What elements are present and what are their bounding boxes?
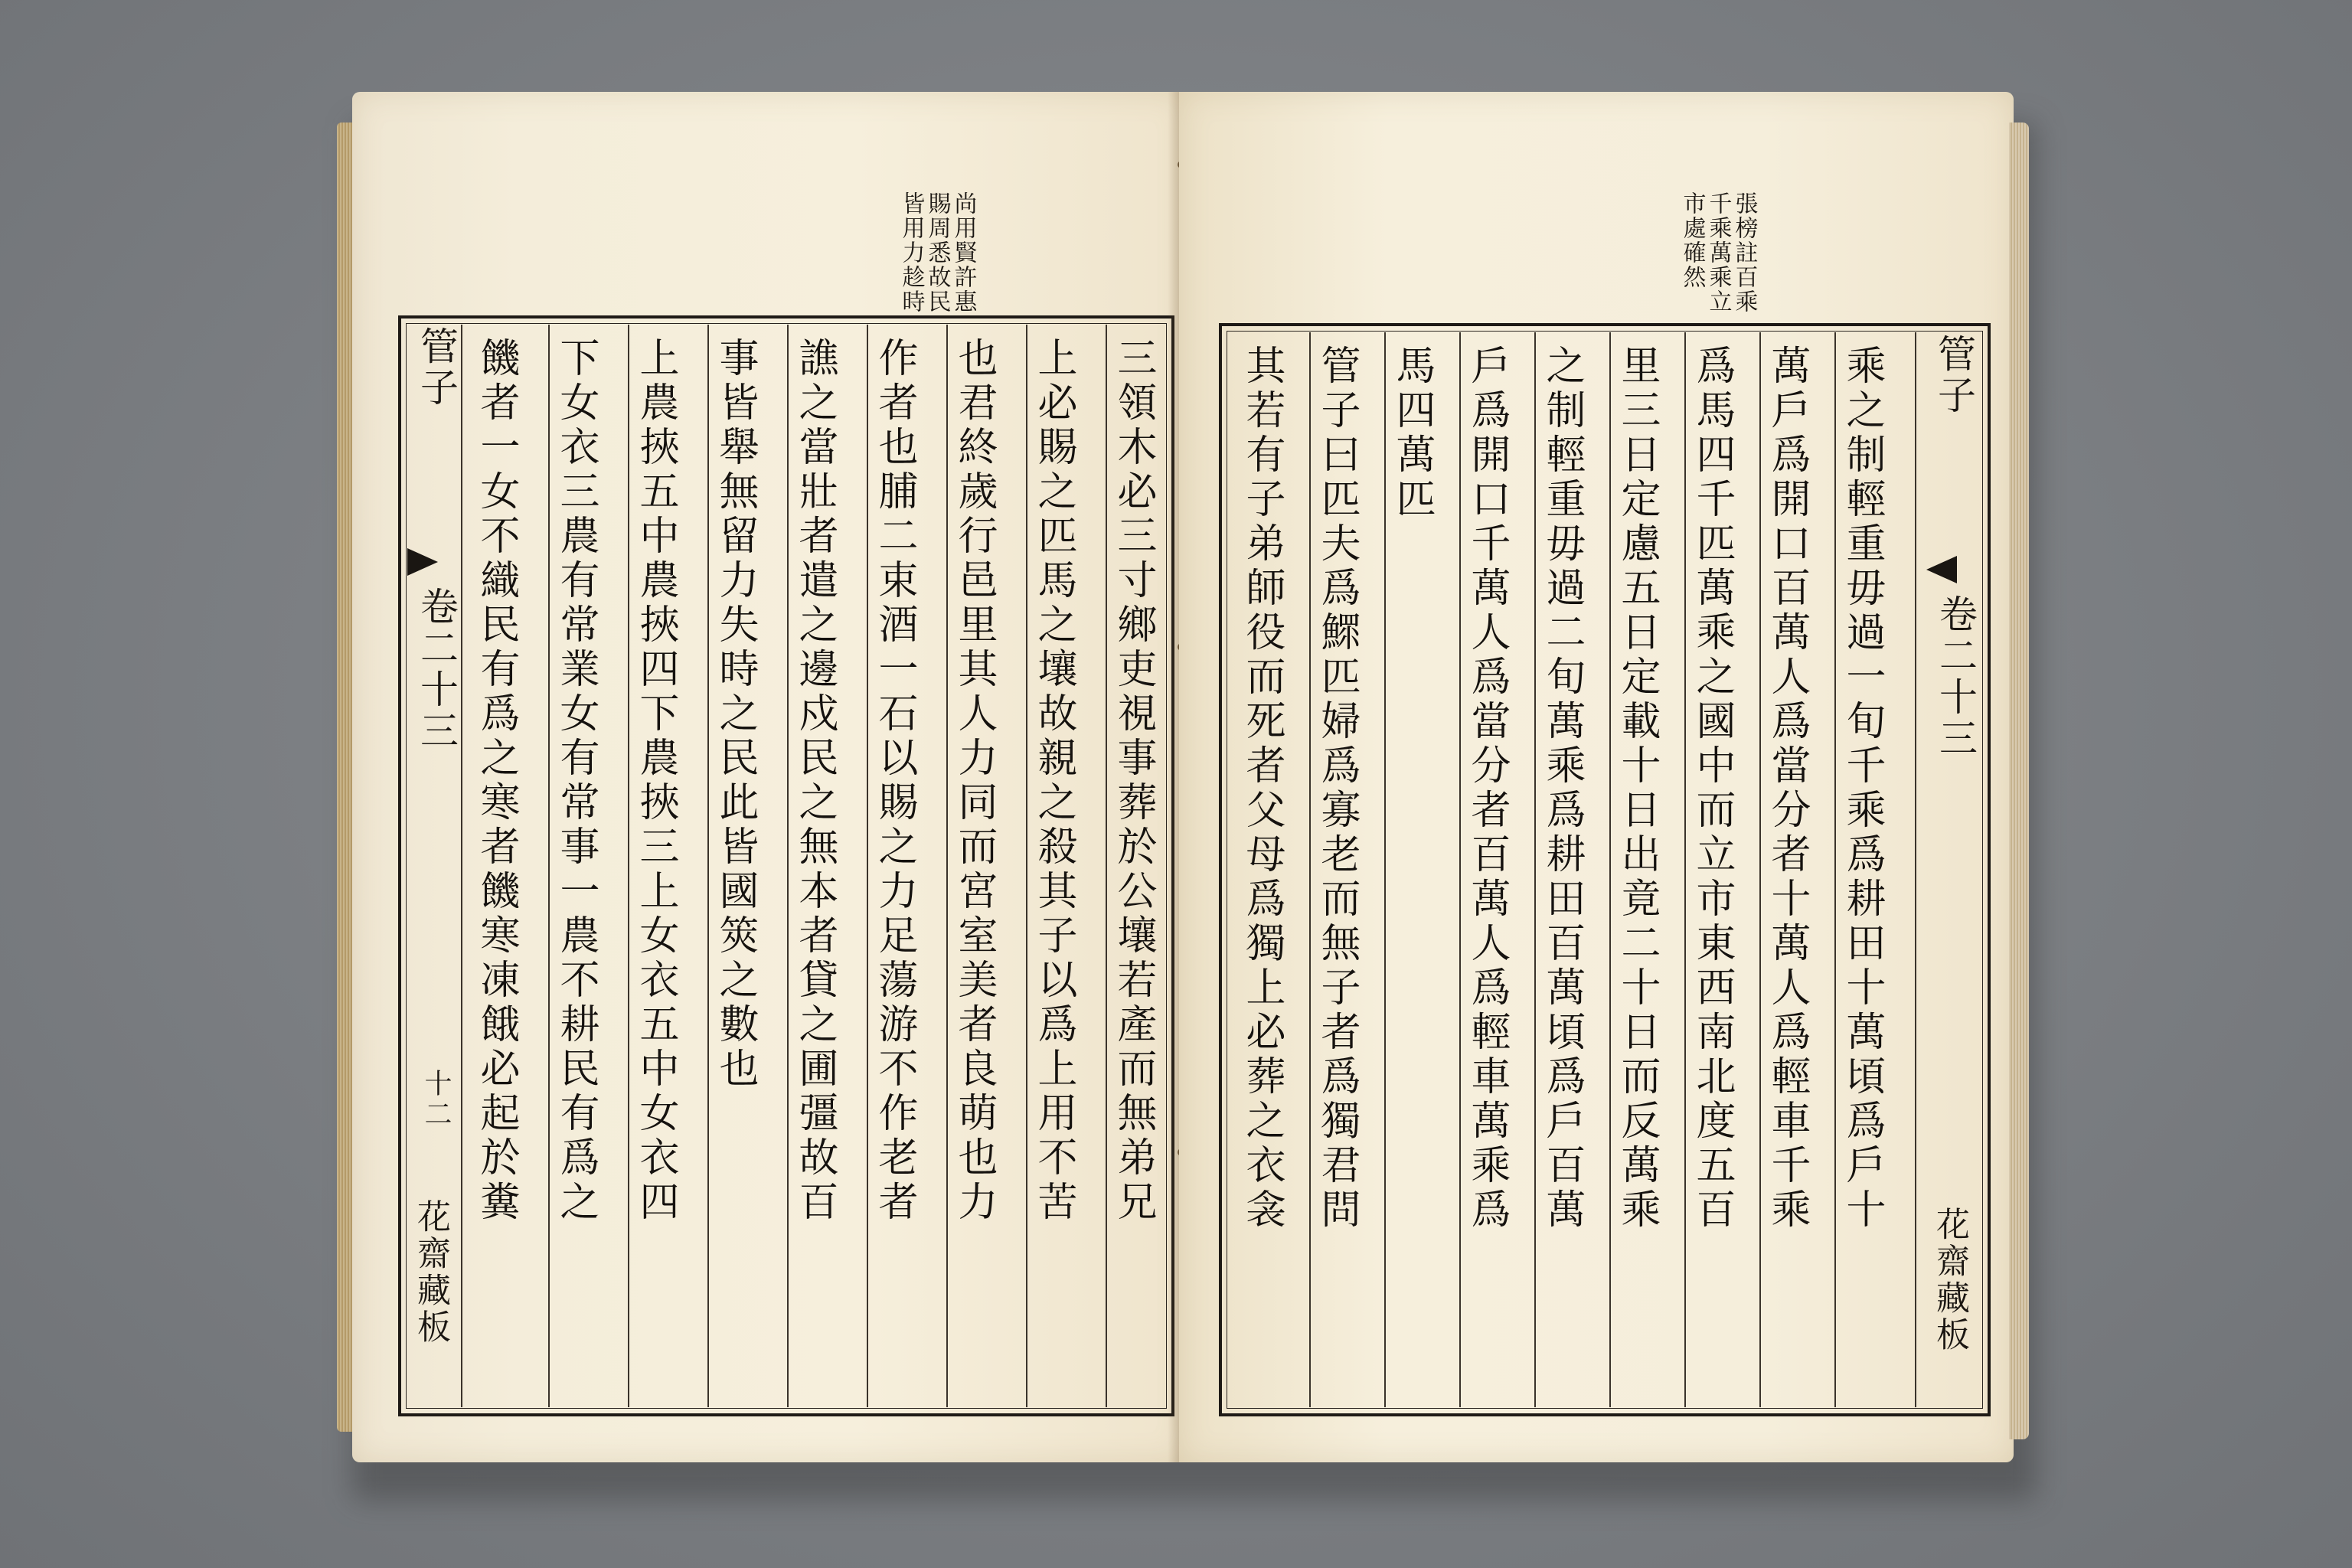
banxin-press-right: 花齋藏板 <box>1930 1207 1969 1354</box>
column-rule <box>548 325 550 1407</box>
text-column: 上農挾五中農挾四下農挾三上女衣五中女衣四 <box>632 337 678 1225</box>
banxin-juan-right: 卷二十三 <box>1933 594 1978 760</box>
fishtail-mark-left <box>407 548 438 576</box>
column-rule <box>707 325 709 1407</box>
left-gloss-1: 尚用賢許惠 <box>949 191 977 314</box>
column-rule <box>1026 325 1027 1407</box>
left-gloss-2: 賜周悉故民 <box>923 191 951 314</box>
right-gloss-1: 張榜註百乘 <box>1730 191 1758 314</box>
banxin-page-number: 十二 <box>420 1069 452 1130</box>
text-column: 饑者一女不織民有爲之寒者饑寒凍餓必起於糞 <box>473 337 519 1225</box>
open-book <box>337 92 2029 1485</box>
text-column: 上必賜之匹馬之壤故親之殺其子以爲上用不苦 <box>1031 337 1076 1225</box>
text-column: 譙之當壯者遣之邊戍民之無本者貸之圃彊故百 <box>792 337 838 1225</box>
column-rule <box>1106 325 1107 1407</box>
column-rule <box>1609 332 1611 1407</box>
column-rule <box>1309 332 1311 1407</box>
text-column: 也君終歲行邑里其人力同而宮室美者良萌也力 <box>951 337 997 1225</box>
right-page-stack-edge <box>2009 122 2029 1439</box>
column-rule <box>787 325 789 1407</box>
text-column: 爲馬四千匹萬乘之國中而立市東西南北度五百 <box>1689 345 1735 1233</box>
left-gloss-3: 皆用力趁時 <box>897 191 925 314</box>
banxin-juan-left: 卷二十三 <box>414 586 459 752</box>
column-rule <box>461 325 462 1407</box>
text-column: 其若有子弟師役而死者父母爲獨上必葬之衣衾 <box>1239 345 1285 1233</box>
banxin-press-left: 花齋藏板 <box>411 1199 450 1346</box>
text-column: 作者也脯二束酒一石以賜之力足蕩游不作老者 <box>871 337 917 1225</box>
text-column: 管子曰匹夫爲鰥匹婦爲寡老而無子者爲獨君問 <box>1314 345 1360 1233</box>
column-rule <box>1384 332 1386 1407</box>
text-column: 三領木必三寸鄉吏視事葬於公壤若產而無弟兄 <box>1110 337 1156 1225</box>
text-column: 事皆舉無留力失時之民此皆國筴之數也 <box>712 337 758 1092</box>
right-gloss-3: 市處確然 <box>1678 191 1706 289</box>
column-rule <box>1759 332 1761 1407</box>
text-column: 下女衣三農有常業女有常事一農不耕民有爲之 <box>553 337 599 1225</box>
column-rule <box>1834 332 1836 1407</box>
text-column: 戶爲開口千萬人爲當分者百萬人爲輕車萬乘爲 <box>1464 345 1510 1233</box>
left-page <box>352 92 1187 1462</box>
column-rule <box>1459 332 1461 1407</box>
text-column: 萬戶爲開口百萬人爲當分者十萬人爲輕車千乘 <box>1764 345 1810 1233</box>
banxin-title-left: 管子 <box>414 326 459 409</box>
right-gloss-2: 千乘萬乘立 <box>1704 191 1732 314</box>
column-rule <box>1684 332 1686 1407</box>
column-rule <box>1915 332 1916 1407</box>
column-rule <box>628 325 629 1407</box>
text-column: 之制輕重毋過二旬萬乘爲耕田百萬頃爲戶百萬 <box>1539 345 1585 1233</box>
fishtail-mark-right <box>1926 556 1957 583</box>
column-rule <box>1534 332 1536 1407</box>
text-column: 乘之制輕重毋過一旬千乘爲耕田十萬頃爲戶十 <box>1839 345 1885 1233</box>
text-column: 里三日定慮五日定載十日出竟二十日而反萬乘 <box>1614 345 1660 1233</box>
right-text-frame <box>1219 323 1991 1416</box>
column-rule <box>867 325 868 1407</box>
banxin-title-right: 管子 <box>1932 334 1976 416</box>
text-column: 馬四萬匹 <box>1389 345 1435 522</box>
column-rule <box>946 325 948 1407</box>
left-text-frame <box>398 315 1174 1416</box>
